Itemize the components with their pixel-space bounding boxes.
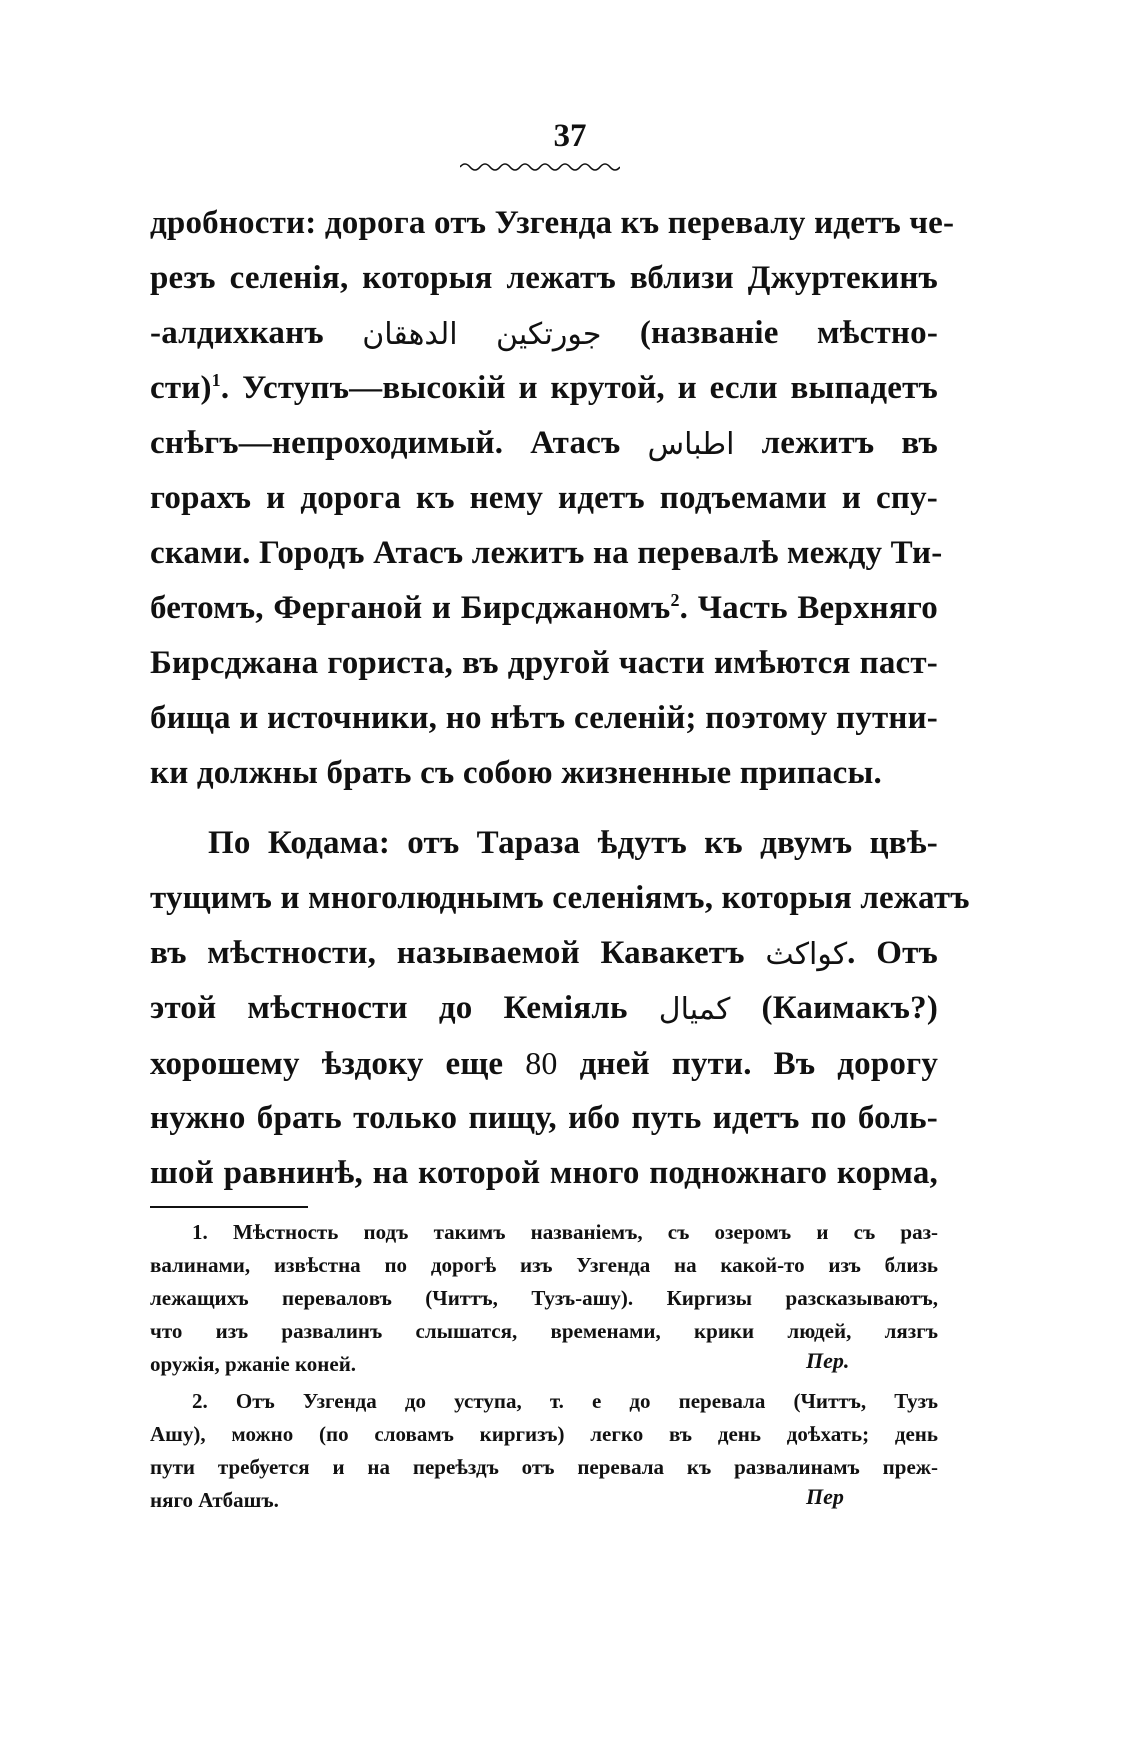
- arabic-word: جورتكين: [496, 317, 602, 353]
- footnote-line: лежащихъ перевалoвъ (Читтъ, Тузъ-ашу). Киргизы разсказываютъ,: [150, 1286, 938, 1310]
- footnote-line: пути требуется и на переѣздъ отъ перевала къ развалинамъ преж-: [150, 1455, 938, 1479]
- footnote-rule: [150, 1206, 308, 1208]
- footnote-ref: 2: [670, 590, 680, 610]
- body-line: [150, 418, 938, 468]
- body-line: бища и источники, но нѣтъ селеній; поэтому путни-: [150, 700, 938, 736]
- text-span: снѣгъ—непроходимый. Атасъ: [150, 425, 621, 461]
- body-line: нужно брать только пищу, ибо путь идетъ по боль-: [150, 1100, 938, 1136]
- text-span: . Часть Верхняго: [679, 590, 938, 626]
- body-line: горахъ и дорога къ нему идетъ подъемами и спу-: [150, 480, 938, 516]
- body-line: По Кодама: отъ Тараза ѣдутъ къ двумъ цвѣ-: [208, 825, 938, 861]
- footnote-ref: 1: [211, 370, 221, 390]
- translator-signature: Пер: [806, 1484, 844, 1509]
- text-span: въ мѣстности, называемой Кавакетъ: [150, 935, 745, 971]
- footnote-line: няго Атбашъ.: [150, 1488, 279, 1512]
- body-line: [150, 1038, 938, 1088]
- arabic-word: كواكث: [765, 937, 848, 973]
- body-line: [150, 983, 938, 1033]
- footnote-line: что изъ развалинъ слышатся, временами, крики людей, лязгъ: [150, 1319, 938, 1343]
- arabic-word: اطباس: [647, 427, 735, 463]
- body-line: Бирсджана гориста, въ другой части имѣются паст-: [150, 645, 938, 681]
- text-span: хорошему ѣздоку еще: [150, 1046, 504, 1082]
- text-span: (Каимакъ?): [761, 990, 939, 1026]
- footnote-line: оружія, ржаніе коней.: [150, 1352, 357, 1376]
- body-line: сками. Городъ Атасъ лежитъ на перевалѣ между Ти-: [150, 535, 943, 571]
- body-line: дробности: дорога отъ Узгенда къ перевалу идетъ че-: [150, 205, 955, 241]
- body-line: тущимъ и многолюднымъ селеніямъ, которыя лежатъ: [150, 880, 970, 916]
- footnote-line: Ашу), можно (по словамъ киргизъ) легко въ день доѣхать; день: [150, 1422, 938, 1446]
- text-span: . Отъ: [847, 935, 938, 971]
- text-span: (названіе мѣстно-: [639, 315, 939, 351]
- text-span: сти): [150, 370, 212, 406]
- body-line: [150, 583, 938, 633]
- text-span: дней пути. Въ дорогу: [579, 1046, 939, 1082]
- body-line: ки должны брать съ собою жизненные припасы.: [150, 755, 882, 791]
- translator-signature: Пер.: [806, 1348, 850, 1373]
- page-number: 37: [553, 118, 587, 154]
- text-span: лежитъ въ: [761, 425, 938, 461]
- body-line: [150, 363, 938, 413]
- arabic-word: كميال: [658, 992, 731, 1028]
- footnote-line: 1. Мѣстность подъ такимъ названіемъ, съ озеромъ и съ раз-: [192, 1220, 938, 1244]
- arabic-word: الدهقان: [362, 317, 458, 353]
- ornament-divider: [460, 160, 620, 174]
- body-line: [150, 928, 938, 978]
- text-span: . Уступъ—высокій и крутой, и если выпадетъ: [220, 370, 938, 406]
- text-span: бетомъ, Ферганой и Бирсджаномъ: [150, 590, 671, 626]
- text-span: -алдихканъ: [150, 315, 324, 351]
- body-line: резъ селенія, которыя лежатъ вблизи Джуртекинъ: [150, 260, 938, 296]
- footnote-line: валинами, извѣстна по дорогѣ изъ Узгенда на какой-то изъ близь: [150, 1253, 938, 1277]
- number-span: 80: [525, 1045, 558, 1081]
- body-line: шой равнинѣ, на которой много подножнаго корма,: [150, 1155, 938, 1191]
- body-line: [150, 308, 938, 358]
- footnote-line: 2. Отъ Узгенда до уступа, т. е до перевала (Читтъ, Тузъ: [192, 1389, 938, 1413]
- text-span: этой мѣстности до Кеміяль: [150, 990, 628, 1026]
